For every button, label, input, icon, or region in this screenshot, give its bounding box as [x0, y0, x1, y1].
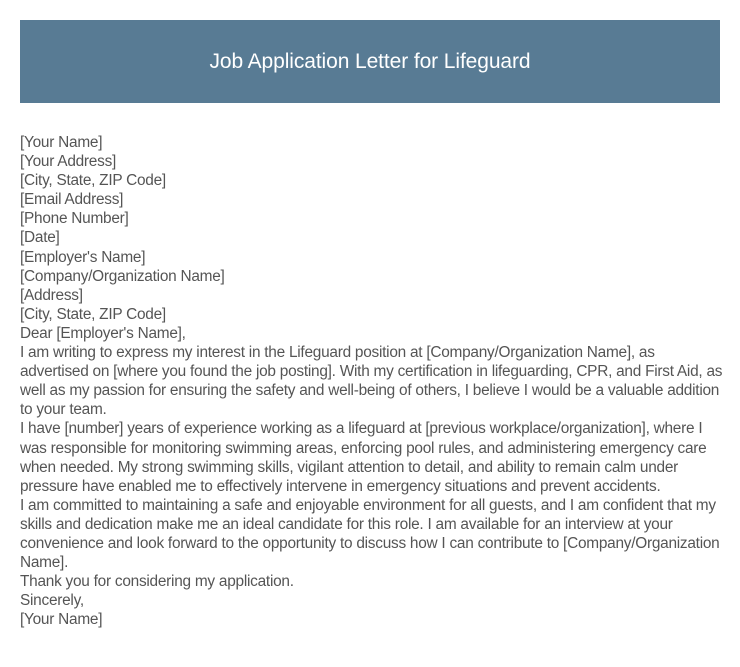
recipient-company: [Company/Organization Name]: [20, 267, 225, 285]
letter-date: [Date]: [20, 229, 60, 247]
sender-address: [Your Address]: [20, 153, 117, 171]
paragraph-experience: I have [number] years of experience working as a lifeguard at [previous workplace/organization], where I was responsible for monitoring swimming areas, enforcing pool rules, and administering emergency care when needed. My strong swimming skills, vigilant attention to detail, and ability to remain calm under pressure have enabled me to effectively intervene in emergency situations and prevent accidents.: [20, 420, 707, 495]
salutation: Dear [Employer's Name],: [20, 324, 186, 342]
recipient-name: [Employer's Name]: [20, 248, 146, 266]
document-header: [20, 20, 720, 103]
sender-city: [City, State, ZIP Code]: [20, 172, 166, 190]
recipient-address: [Address]: [20, 286, 83, 304]
recipient-city: [City, State, ZIP Code]: [20, 305, 166, 323]
sender-name: [Your Name]: [20, 134, 103, 151]
closing: Sincerely,: [20, 592, 84, 610]
letter-body: [20, 133, 724, 629]
sender-phone: [Phone Number]: [20, 210, 129, 228]
signature: [Your Name]: [20, 611, 103, 629]
paragraph-commitment: I am committed to maintaining a safe and enjoyable environment for all guests, and I am confident that my skills and dedication make me an ideal candidate for this role. I am available for an interview at your convenience and look forward to the opportunity to discuss how I can contribute to [Company/Organization Name].: [20, 496, 720, 572]
sender-email: [Email Address]: [20, 191, 124, 209]
paragraph-thanks: Thank you for considering my application.: [20, 573, 294, 591]
paragraph-intro: I am writing to express my interest in the Lifeguard position at [Company/Organization Name], as advertised on [where you found the job posting]. With my certification in lifeguarding, CPR, and First Aid, as well as my passion for ensuring the safety and well-being of others, I believe I would be a valuable addition to your team.: [20, 344, 723, 419]
document-title: Job Application Letter for Lifeguard: [209, 49, 531, 73]
